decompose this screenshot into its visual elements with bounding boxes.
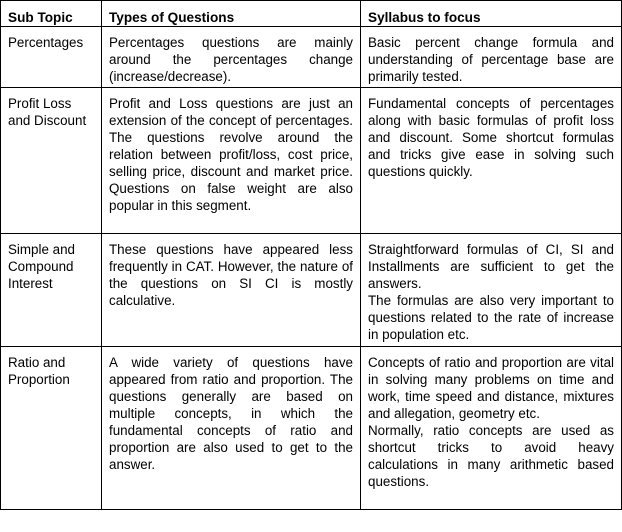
table-row (1, 347, 622, 510)
topic-cell (1, 27, 102, 88)
syllabus-text: Straightforward formulas of CI, SI and Installments are sufficient to get the answers. The formulas are also very important to questions related to the rate of increase in population etc. (368, 242, 614, 342)
questions-text: Percentages questions are mainly around the percentages change (increase/decrease). (109, 35, 353, 84)
questions-text: Profit and Loss questions are just an extension of the concept of percentages. The questions revolve around the relation between profit/loss, cost price, selling price, discount and market price. Questions on false weight are also popular in this segment. (109, 96, 353, 213)
syllabus-text: Basic percent change formula and understanding of percentage base are primarily tested. (368, 35, 614, 84)
header-types-of-questions: Types of Questions (102, 1, 361, 27)
topic-text: Percentages (8, 35, 84, 50)
syllabus-text: Fundamental concepts of percentages along with basic formulas of profit loss and discount. Some shortcut formulas and tricks give ease in solving such questions quickly. (368, 96, 614, 179)
header-row (1, 1, 622, 27)
syllabus-cell (361, 234, 622, 347)
topic-text: Simple and Compound Interest (8, 242, 75, 291)
header-sub-topic: Sub Topic (1, 1, 102, 27)
syllabus-cell (361, 27, 622, 88)
syllabus-text: Concepts of ratio and proportion are vital in solving many problems on time and work, time speed and distance, mixtures and allegation, geometry etc. Normally, ratio concepts are used as shortcut tricks to avoid heavy calculations in many arithmetic based questions. (368, 355, 614, 489)
topic-cell (1, 88, 102, 234)
questions-cell (102, 234, 361, 347)
questions-cell (102, 88, 361, 234)
questions-text: These questions have appeared less frequently in CAT. However, the nature of the questions on SI CI is mostly calculative. (109, 242, 353, 308)
table-row (1, 88, 622, 234)
questions-cell (102, 347, 361, 510)
table-row (1, 234, 622, 347)
topic-text: Ratio and Proportion (8, 355, 70, 387)
questions-text: A wide variety of questions have appeared from ratio and proportion. The questions generally are based on multiple concepts, in which the fundamental concepts of ratio and proportion are also used to get to the answer. (109, 355, 353, 472)
syllabus-cell (361, 347, 622, 510)
questions-cell (102, 27, 361, 88)
topic-text: Profit Loss and Discount (8, 96, 87, 128)
header-syllabus-to-focus: Syllabus to focus (361, 1, 622, 27)
syllabus-cell (361, 88, 622, 234)
topic-cell (1, 347, 102, 510)
table-row (1, 27, 622, 88)
topic-cell (1, 234, 102, 347)
